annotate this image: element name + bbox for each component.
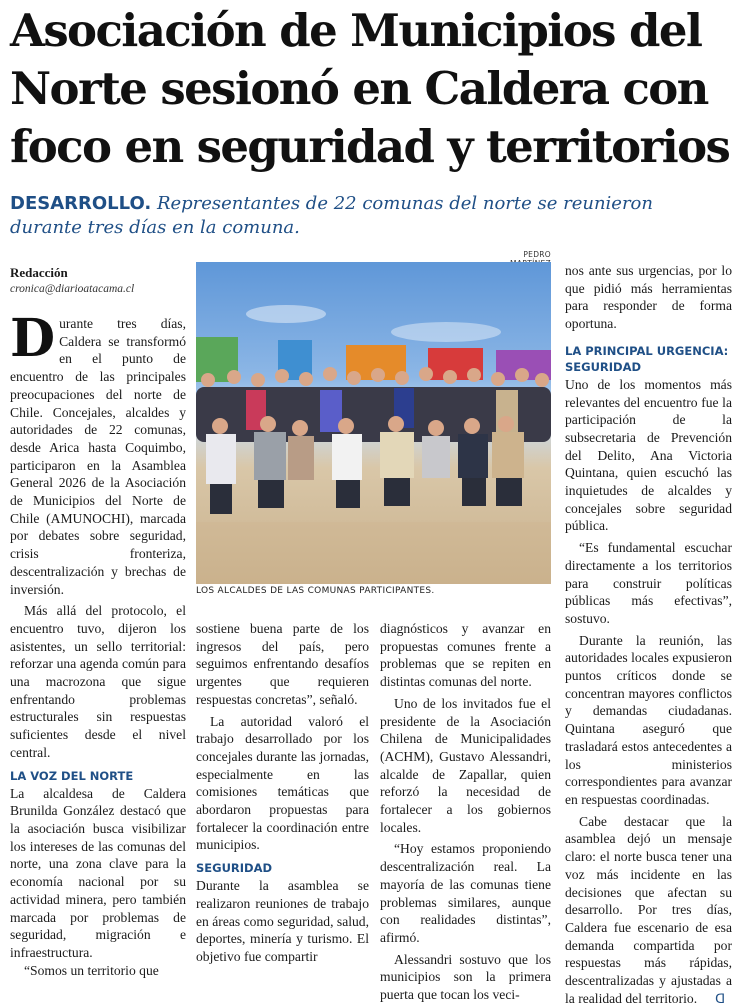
paragraph-text: Cabe destacar que la asamblea dejó un mensaje claro: el norte busca tener una voz más incidente en las decisiones que afectan su desarrollo. Por tres días, Caldera fue escenario de esa demanda compartida por respuestas más rápidas, descentralizadas y ajustadas a la realidad del territorio. — [565, 813, 732, 1006]
group-photo — [196, 262, 551, 584]
article-column-3 — [380, 620, 551, 1004]
lead-text: Representantes de 22 comunas del norte se reunieron durante tres días en la comuna. — [10, 193, 653, 238]
section-tag: DESARROLLO. — [10, 193, 152, 214]
paragraph: Durante la reunión, las autoridades locales expusieron puntos críticos donde se concentran mayores conflictos y demandas ciudadanas. Quintana aseguró que trasladará estos antecedentes a los ministerios correspondientes para avanzar en respuestas coordinadas. — [565, 632, 732, 807]
article-column-4 — [565, 262, 732, 1007]
paragraph: Más allá del protocolo, el encuentro tuvo, dijeron los asistentes, un sello territorial: reforzar una agenda común para una macrozona que sigue enfrentando problemas estructurales sin respuestas suficientes desde el nivel central. — [10, 603, 186, 760]
article-column-2 — [196, 620, 369, 966]
section-heading: LA PRINCIPAL URGENCIA: SEGURIDAD — [565, 343, 729, 374]
author-email: cronica@diarioatacama.cl — [10, 283, 135, 295]
paragraph: Uno de los momentos más relevantes del encuentro fue la participación de la subsecretaria de Prevención del Delito, Ana Victoria Quintana, quien escuchó las inquietudes de alcaldes y concejales sobre seguridad pública. — [565, 376, 732, 534]
section-heading: SEGURIDAD — [196, 861, 273, 876]
paragraph-text: urante tres días, Caldera se transformó en el punto de encuentro de las principales preocupaciones del norte de Chile. Concejales, alcaldes y autoridades de 22 comunas, desde Arica hasta Coquimbo, participaron en la Asamblea General 2026 de la Asociación de Municipios del Norte de Chile (AMUNOCHI), marcada por debates sobre seguridad, crisis fronteriza, descentralización y brechas de inversión. — [10, 316, 186, 597]
paragraph: sostiene buena parte de los ingresos del país, pero seguimos enfrentando desafíos urgentes que requieren respuestas concretas”, señaló. — [196, 621, 369, 707]
paragraph: Durante la asamblea se realizaron reuniones de trabajo en áreas como seguridad, salud, deportes, minería y turismo. El objetivo fue compartir — [196, 878, 369, 964]
article-column-1 — [10, 308, 186, 979]
paragraph: “Hoy estamos proponiendo descentralización real. La mayoría de las comunas tiene problemas similares, aunque con realidades distintas”, afirmó. — [380, 841, 551, 945]
paragraph: diagnósticos y avanzar en propuestas comunes frente a problemas que se repiten en distintas comunas del norte. — [380, 621, 551, 690]
paragraph: La autoridad valoró el trabajo desarrollado por los concejales durante las jornadas, especialmente en las comisiones temáticas que abordaron propuestas para fortalecer la coordinación entre municipios. — [196, 713, 369, 853]
author-name: Redacción — [10, 265, 68, 280]
paragraph — [565, 813, 732, 1007]
paragraph: Uno de los invitados fue el presidente de la Asociación Chilena de Municipalidades (ACHM), Gustavo Alessandri, alcalde de Zapallar, quien reforzó la necesidad de fortalecer a los gobiernos locales. — [380, 695, 551, 835]
paragraph: “Es fundamental escuchar directamente a los territorios para construir políticas públicas más efectivas”, sostuvo. — [565, 540, 732, 626]
lead-paragraph — [10, 192, 730, 240]
section-heading: LA VOZ DEL NORTE — [10, 768, 134, 783]
drop-cap: D — [10, 308, 56, 369]
paragraph — [10, 308, 186, 598]
group-photo-illustration — [196, 262, 551, 584]
paragraph: Alessandri sostuvo que los municipios son la primera puerta que tocan los veci- — [380, 951, 551, 1003]
headline — [10, 2, 730, 176]
paragraph: La alcaldesa de Caldera Brunilda González destacó que la asociación busca visibilizar los intereses de las comunas del norte, una zona clave para la economía nacional por su actividad minera, pero también marcada por problemas de seguridad, migración e infraestructura. — [10, 785, 186, 960]
photo-credit: PEDRO — [523, 250, 551, 259]
headline-line: foco en seguridad y territorios — [10, 120, 730, 173]
byline — [10, 264, 185, 297]
end-mark-icon: ᗡ — [715, 990, 726, 1006]
headline-line: Asociación de Municipios del — [10, 4, 702, 57]
paragraph: “Somos un territorio que — [24, 962, 159, 978]
headline-line: Norte sesionó en Caldera con — [10, 62, 708, 115]
photo-caption: LOS ALCALDES DE LAS COMUNAS PARTICIPANTES. — [196, 586, 435, 596]
paragraph: nos ante sus urgencias, por lo que pidió más herramientas para responder de forma oportuna. — [565, 263, 732, 332]
